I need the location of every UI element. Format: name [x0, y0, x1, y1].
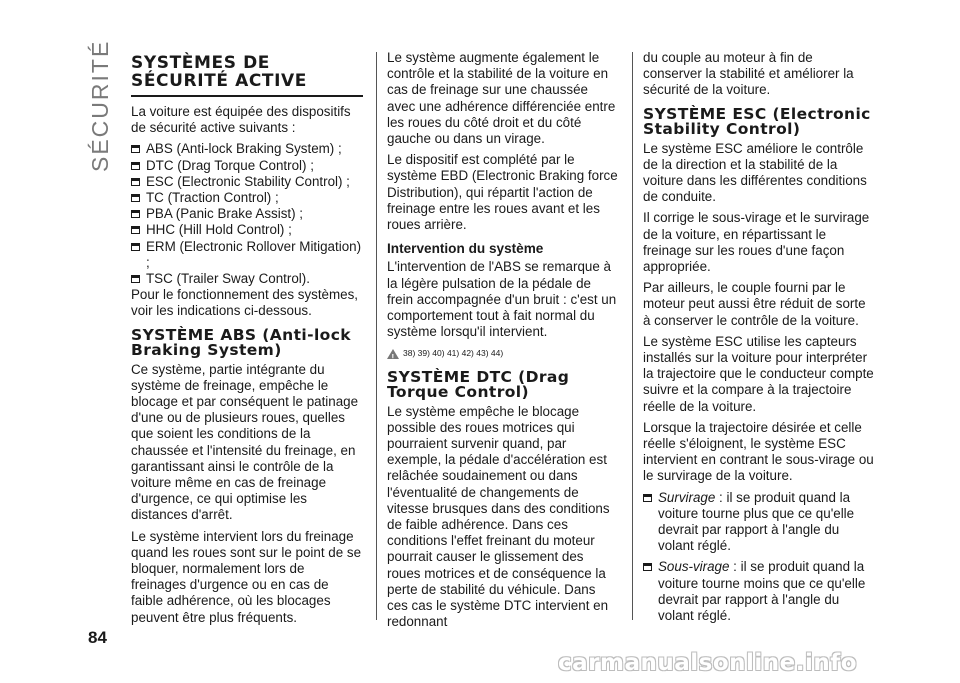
systems-list [131, 141, 363, 287]
list-item: DTC (Drag Torque Control) ; [131, 158, 363, 174]
paragraph: Il corrige le sous-virage et le survirage de la voiture, en répartissant le freinage sur les roues d'une façon appropriée. [643, 210, 870, 275]
paragraph: Par ailleurs, le couple fourni par le moteur peut aussi être réduit de sorte à conserver le contrôle de la voiture. [643, 280, 866, 328]
bullet-icon [131, 194, 140, 202]
bullet-icon [131, 145, 140, 153]
warning-references [387, 345, 619, 361]
column-2 [387, 50, 619, 636]
bullet-icon [131, 275, 140, 283]
list-item: TC (Traction Control) ; [131, 190, 363, 206]
list-item: HHC (Hill Hold Control) ; [131, 222, 363, 238]
section-title: SYSTÈMES DE SÉCURITÉ ACTIVE [131, 54, 363, 97]
intro-paragraph: La voiture est équipée des dispositifs de sécurité active suivants : [131, 104, 351, 136]
paragraph: Lorsque la trajectoire désirée et celle réelle s'éloignent, le système ESC intervient en contrant le sous-virage ou le survirage de la voiture. [643, 419, 874, 484]
list-item: PBA (Panic Brake Assist) ; [131, 206, 363, 222]
column-3 [643, 50, 875, 629]
warning-icon [387, 349, 399, 359]
dtc-heading: SYSTÈME DTC (Drag Torque Control) [387, 367, 570, 402]
intervention-subheading: Intervention du système [387, 241, 544, 257]
abs-heading: SYSTÈME ABS (Anti-lock Braking System) [131, 325, 352, 360]
bullet-icon [131, 243, 140, 251]
paragraph: Le dispositif est complété par le système EBD (Electronic Braking force Distribution), qui répartit l'action de freinage entre les roues avant et les roues arrière. [387, 152, 618, 233]
list-item: ABS (Anti-lock Braking System) ; [131, 141, 363, 157]
column-1 [131, 50, 363, 631]
bullet-icon [131, 178, 140, 186]
column-divider [376, 52, 377, 620]
bullet-icon [643, 494, 652, 502]
reference-numbers: 38) 39) 40) 41) 42) 43) 44) [403, 348, 504, 359]
abs-paragraph-2: Le système intervient lors du freinage quand les roues sont sur le point de se bloquer, normalement lors de freinages d'urgence ou en cas de faible adhérence, où les blocages peuvent être plus fréquents. [131, 528, 362, 625]
bullet-icon [131, 210, 140, 218]
definition-understeer: Sous-virage : il se produit quand la voiture tourne moins que ce qu'elle devrait par rapport à l'angle du volant réglé. [643, 559, 875, 624]
paragraph: du couple au moteur à fin de conserver la stabilité et améliorer la sécurité de la voiture. [643, 50, 854, 98]
bullet-icon [131, 162, 140, 170]
paragraph: Le système ESC utilise les capteurs installés sur la voiture pour interpréter la trajectoire que le conducteur compte suivre et la compare à la trajectoire réelle de la voiture. [643, 333, 874, 414]
esc-heading: SYSTÈME ESC (Electronic Stability Control) [643, 104, 871, 139]
paragraph: Le système augmente également le contrôle et la stabilité de la voiture en cas de freinage sur une chaussée avec une adhérence différenciée entre les roues du côté droit et du côté gauche ou dans un virage. [387, 50, 616, 147]
section-label-text: SÉCURITÉ [87, 39, 113, 172]
bullet-icon [643, 563, 652, 571]
list-item: ERM (Electronic Rollover Mitigation) ; [131, 239, 363, 271]
abs-paragraph-1: Ce système, partie intégrante du système de freinage, empêche le blocage et par conséquent le patinage d'une ou de plusieurs roues, quelles que soient les conditions de la chaussée et l'intensité du freinage, en garantissant ainsi le contrôle de la voiture même en cas de freinage d'urgence, ce qui optimise les distances d'arrêt. [131, 361, 359, 523]
list-item: ESC (Electronic Stability Control) ; [131, 174, 363, 190]
definition-oversteer: Survirage : il se produit quand la voiture tourne plus que ce qu'elle devrait par rapport à l'angle du volant réglé. [643, 490, 875, 555]
column-divider [632, 52, 633, 620]
outro-paragraph: Pour le fonctionnement des systèmes, voir les indications ci-dessous. [131, 287, 359, 319]
paragraph: Le système ESC améliore le contrôle de la direction et la stabilité de la voiture dans les différentes conditions de conduite. [643, 140, 867, 205]
watermark: carmanualsonline.info [558, 650, 858, 676]
paragraph: L'intervention de l'ABS se remarque à la légère pulsation de la pédale de frein accompagnée d'un bruit : c'est un comportement tout à fait normal du système lorsqu'il intervient. [387, 259, 617, 340]
bullet-icon [131, 226, 140, 234]
page-number: 84 [88, 628, 107, 647]
section-side-label [84, 39, 114, 180]
paragraph: Le système empêche le blocage possible des roues motrices qui pourraient survenir quand, par exemple, la pédale d'accélération est relâchée soudainement ou dans l'éventualité de changements de vitesse brusques dans des conditions de faible adhérence. Dans ces conditions l'effet freinant du moteur pourrait causer le glissement des roues motrices et de conséquence la perte de stabilité du véhicule. Dans ces cas le système DTC intervient en redonnant [387, 403, 610, 630]
list-item: TSC (Trailer Sway Control). [131, 271, 363, 287]
